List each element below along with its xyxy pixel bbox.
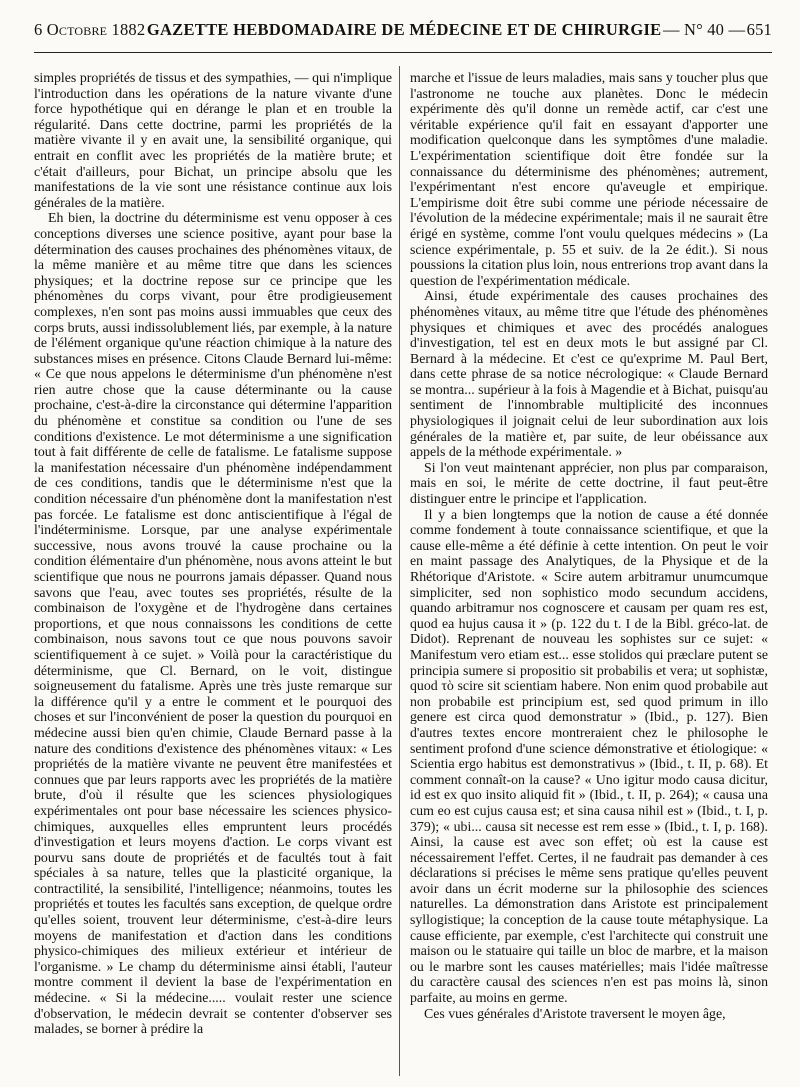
left-paragraph-1: simples propriétés de tissus et des sympathies, — qui n'implique l'introduction dans les opérations de la nature vivante d'une force hypothétique qui en dérange le plan et en trouble la régularité. Dans cette doctrine, parmi les propriétés de la matière vivante il y en avait une, la sensibilité organique, qui entrait en conflit avec les propriétés de la matière brute; et c'était d'ailleurs, pour Bichat, un principe absolu que les manifestations de la vie sont une résistance continue aux lois générales de la matière. xyxy=(34,70,392,210)
right-paragraph-2: Ainsi, étude expérimentale des causes prochaines des phénomènes vitaux, au même titre que l'étude des phénomènes physiques et chimiques et avec des procédés analogues d'investigation, tel est en deux mots le but assigné par Cl. Bernard à la médecine. Et c'est ce qu'exprime M. Paul Bert, dans cette phrase de sa notice nécrologique: « Claude Bernard se montra... supérieur à la fois à Magendie et à Bichat, puisqu'au sentiment de l'innombrable multiplicité des inconnues physiologiques il joignait celui de leur subordination aux lois générales de la matière et, par suite, de leur obéissance aux appels de la méthode expérimentale. » xyxy=(410,288,768,460)
right-paragraph-3: Si l'on veut maintenant apprécier, non plus par comparaison, mais en soi, le mérite de cette doctrine, il faut peut-être distinguer entre le principe et l'application. xyxy=(410,459,768,507)
right-paragraph-5: Ces vues générales d'Aristote traversent le moyen âge, xyxy=(424,1005,726,1021)
page-header xyxy=(34,10,772,50)
page-number: 651 xyxy=(746,20,772,39)
right-paragraph-1: marche et l'issue de leurs maladies, mais sans y toucher plus que l'astronome ne touche aux planètes. Donc le médecin expérimente dès qu'il donne un remède actif, car c'est une véritable expérience qu'il fait en essayant d'apporter une modification quelconque dans les symptômes d'une maladie. L'expérimentation scientifique doit être fondée sur la connaissance du déterminisme des phénomènes; autrement, l'expérimentant n'est encore qu'aveugle et empirique. L'empirisme doit être subi comme une période nécessaire de l'évolution de la médecine expérimentale; mais il ne saurait être érigé en système, comme l'ont voulu quelques médecins » (La science expérimentale, p. 55 et suiv. de la 2e édit.). Si nous poussions la citation plus loin, nous entrerions trop avant dans la question de l'expérimentation médicale. xyxy=(410,70,768,288)
left-column xyxy=(34,70,392,1037)
journal-title: GAZETTE HEBDOMADAIRE DE MÉDECINE ET DE CHIRURGIE xyxy=(146,20,662,39)
header-rule xyxy=(34,52,772,53)
left-paragraph-2: Eh bien, la doctrine du déterminisme est venu opposer à ces conceptions diverses une science positive, ayant pour base la détermination des causes prochaines des phénomènes vitaux, de la même manière et au même titre que dans les sciences physiques; et la doctrine repose sur ce principe que les phénomènes du corps vivant, pour être prodigieusement complexes, n'en sont pas moins aussi immuables que ceux des corps bruts, aussi indissolublement liés, par exemple, à la nature de l'élément organique qu'une réaction chimique à la nature des substances mises en présence. Citons Claude Bernard lui-même: « Ce que nous appelons le déterminisme d'un phénomène n'est rien autre chose que la cause déterminante ou la cause prochaine, c'est-à-dire la circonstance qui détermine l'apparition du phénomène et constitue sa condition ou l'une de ses conditions d'existence. Le mot déterminisme a une signification tout à fait différente de celle de fatalisme. Le fatalisme suppose la manifestation nécessaire d'un phénomène indépendamment de ces conditions, tandis que le déterminisme n'est que la condition nécessaire d'un phénomène dont la manifestation n'est pas forcée. Le fatalisme est donc antiscientifique à l'égal de l'indéterminisme. Lorsque, par une analyse expérimentale successive, nous avons trouvé la cause prochaine ou la condition élémentaire d'un phénomène, nous avons atteint le but scientifique que nous ne pourrons jamais dépasser. Quand nous savons que l'eau, avec toutes ses propriétés, résulte de la combinaison de l'oxygène et de l'hydrogène dans certaines proportions, et que nous connaissons les conditions de cette combinaison, nous savons tout ce que nous pouvons savoir scientifiquement à ce sujet. » Voilà pour la caractéristique du déterminisme, que Cl. Bernard, on le voit, distingue soigneusement du fatalisme. Après une très juste remarque sur la différence qu'il y a entre le comment et le pourquoi des choses et sur l'inconvénient de poser la question du pourquoi en médecine aussi bien qu'en chimie, Claude Bernard passe à la nature des conditions d'existence des phénomènes vitaux: « Les propriétés de la matière vivante ne peuvent être manifestées et connues que par leurs rapports avec les propriétés de la matière brute, d'où il résulte que les sciences physiologiques expérimentales ont pour base nécessaire les sciences physico-chimiques, auxquelles elles empruntent leurs procédés d'investigation et leurs moyens d'action. Le corps vivant est pourvu sans doute de propriétés et de facultés tout à fait spéciales à sa nature, telles que la plasticité organique, la contractilité, la sensibilité, l'intelligence; néanmoins, toutes les propriétés et toutes les facultés sans exception, de quelque ordre qu'elles soient, trouvent leur déterminisme, c'est-à-dire leurs moyens de manifestation et d'action dans les conditions physico-chimiques des milieux extérieur et intérieur de l'organisme. » Le champ du déterminisme ainsi établi, l'auteur montre comment il devient la base de l'expérimentation en médecine. « Si la médecine..... voulait rester une science d'observation, le médecin devrait se contenter d'observer ses malades, se borner à prédire la xyxy=(34,210,392,1037)
issue-date: 6 Octobre 1882 xyxy=(34,20,146,39)
issue-number: — N° 40 — xyxy=(662,20,746,39)
column-divider xyxy=(399,66,400,1076)
right-column xyxy=(410,70,768,1021)
right-paragraph-4: Il y a bien longtemps que la notion de cause a été donnée comme fondement à toute connaissance scientifique, et que la cause elle-même a été définie à cette intention. On peut le voir en maint passage des Analytiques, de la Physique et de la Rhétorique d'Aristote. « Scire autem arbitramur unumcumque simpliciter, sed non sophistico modo secundum accidens, quando arbitramur nos cognoscere et causam per quam res est, quod ea hujus causa it » (p. 122 du t. I de la Bibl. gréco-lat. de Didot). Reprenant de nouveau les sophistes sur ce sujet: « Manifestum vero etiam est... esse stolidos qui præclare putent se principia sumere si propositio sit probabilis et vera; ut sophistæ, quod τὸ scire sit scientiam habere. Non enim quod probabile aut non probabile est principium est, sed quod primum in illo genere est circa quod demonstratur » (Ibid., p. 127). Bien d'autres textes encore montreraient chez le philosophe le sentiment profond d'une science démonstrative et étiologique: « Scientia ergo habitus est demonstrativus » (Ibid., t. II, p. 68). Et comment connaît-on la cause? « Uno igitur modo causa dicitur, id est ex quo insito aliquid fit » (Ibid., t. II, p. 264); « causa una cum eo est cujus causa est; et sina causa nihil est » (Ibid., t. I, p. 379); « ubi... causa sit necesse est rem esse » (Ibid., t. I, p. 168). Ainsi, la cause est avec son effet; où est la cause est nécessairement l'effet. Certes, il ne faudrait pas demander à ces déclarations si précises le même sens pratique qu'elles peuvent avoir dans un écrit moderne sur la philosophie des sciences naturelles. La démonstration dans Aristote est principalement syllogistique; la conception de la cause toute métaphysique. La cause efficiente, par exemple, c'est l'architecte qui construit une maison ou le statuaire qui taille un bloc de marbre, et la maison ou le marbre sont les causes matérielles; mais l'idée maîtresse du caractère causal des sciences n'en est pas moins là, sinon parfaite, au moins en germe. xyxy=(410,506,768,1006)
